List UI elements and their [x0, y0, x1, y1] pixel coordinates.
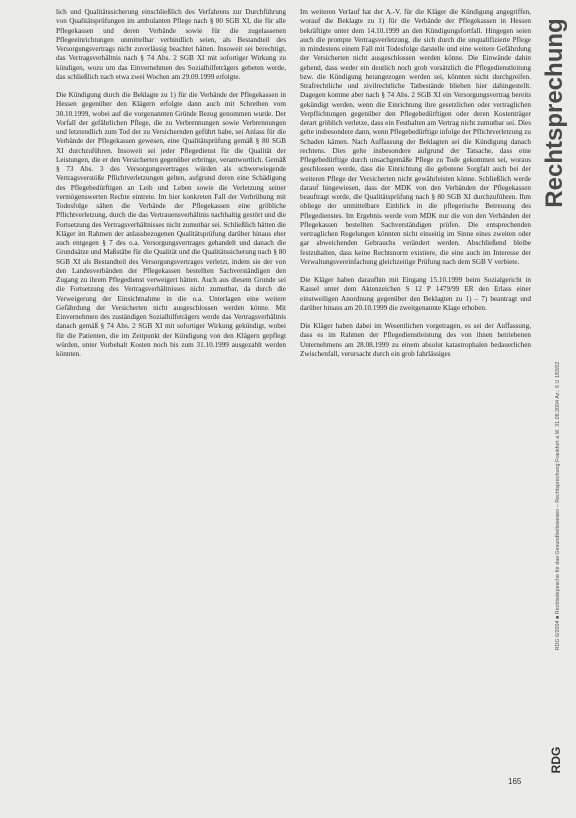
- page-number: 165: [508, 777, 522, 786]
- journal-strip-text: RDG 6/2004 ■ Rechtsdepesche für das Gesundheitswesen – Rechtsprechung Frankfurt a.M. 31.08.2004 Az.: 6 U 183/02: [555, 361, 561, 651]
- section-title: [538, 8, 572, 218]
- journal-margin-strip: [548, 226, 568, 786]
- journal-logo: [546, 740, 566, 780]
- paragraph: Die Kläger haben daraufhin mit Eingang 15.10.1999 beim Sozialgericht in Kassel unter dem Aktenzeichen S 12 P 1479/99 ER den Erlass einer einstweiligen Anordnung gegenüber den Beklagten zu 1) – 7) beantragt und darüber hinaus am 20.10.1999 die zweitgenannte Klage erhoben.: [300, 276, 531, 312]
- paragraph: lich und Qualitätssicherung einschließlich des Verfahrens zur Durchführung von Qualitätsprüfungen im ambulanten Pflege nach § 80 SGB XI, die für alle Pflegekassen und deren Verbände sowie für die zugelassenen Pflegeeinrichtungen unmittelbar verbindlich seien, als Bestandteil des Versorgungsvertrags nicht zuverlässig beachtet hätten. Insoweit sei berechtigt, das Vertragsverhältnis nach § 74 Abs. 2 SGB XI mit sofortiger Wirkung zu kündigen, wozu um das Einvernehmen des Sozialhilfeträgers gebeten werde, das schließlich nach etwa zwei Wochen am 29.09.1999 erfolgte.: [56, 8, 286, 81]
- paragraph: Im weiteren Verlauf hat der A.-V. für die Kläger die Kündigung angegriffen, worauf die Beklagte zu 1) für die Verbände der Pflegekassen in Hessen bekräftigte unter dem 14.10.1999 an den Kündigungsfortfall. Hingegen seien auch die prompte Vertragsverletzung, die sich durch die unqualifizierte Pflege in mindestens einem Fall mit Todesfolge darstelle und eine weitere Gefährdung der Versicherten nicht ausgeschlossen werden könne. Die Einwände dahin gehend, dass weder ein deutlich noch grob vorsätzlich die Pflegedienstleitung bzw. die Kündigung herangezogen werden sei, könnten nicht durchgreifen. Strafrechtliche und zivilrechtliche Tatbestände blieben hier dahingestellt. Dagegen komme aber nach § 74 Abs. 2 SGB XI ein Versorgungsvertrag bereits gekündigt werden, wenn die Einrichtung ihre gesetzlichen oder vertraglichen Verpflichtungen gegenüber den Pflegebedürftigen oder deren Kostenträger derart gröblich verletze, dass ein Festhalten am Vertrag nicht zumutbar sei. Dies gelte insbesondere dann, wenn Pflegebedürftige infolge der Pflichtverletzung zu Schaden kämen. Nach Auffassung der Beklagten sei die Kündigung danach rechtens. Dies gelte insbesondere aufgrund der Tatsache, dass eine Pflegebedürftige durch unsachgemäße Pflege zu Tode gekommen sei, woraus geschlossen werde, dass die Einrichtung die gebotene Sorgfalt auch bei der weiteren Pflege der Versicherten nicht gewährleisten könne. Schließlich werde darauf hingewiesen, dass der MDK von den Verbänden der Pflegekassen beauftragt werde, die Qualitätsprüfung nach § 80 SGB XI durchzuführen. Ihm obliege der unmittelbare Einblick in die pflegerische Betreuung des Pflegedienstes. Im Ergebnis werde vom MDK nur die von den Verbänden der Pflegekassen bestellten Sachverständigen prüfen. Die entsprechenden vertraglichen Regelungen könnten nicht einseitig im Sinne eines zweiten oder gar abweichenden Gebrauchs verändert werden. Abschließend bleibe festzuhalten, dass keine Rechtsnorm existiere, die eine auch im Interesse der Verwaltungsvereinfachung gleichzeitige Prüfung nach dem SGB V verbiete.: [300, 8, 531, 266]
- left-text-column: [56, 8, 286, 368]
- journal-logo-text: RDG: [549, 746, 563, 774]
- right-text-column: [300, 8, 531, 368]
- paragraph: Die Kündigung durch die Beklagte zu 1) für die Verbände der Pflegekassen in Hessen gegenüber den Klägern erfolgte dann auch mit Schreiben vom 30.10.1999, wobei auf die vorgenannten Gründe Bezug genommen wurde. Der Vorfall der gefährlichen Pflege, die zu Verbrennungen sowie Verbrennungen und letztendlich zum Tod der zu Versichernden geführt habe, sei Anlass für die Verbände der Pflegekassen gewesen, eine Qualitätsprüfung gemäß § 80 SGB XI durchzuführen. Insoweit sei jeder Pflegedienst für die Qualität der Leistungen, die er den Versicherten gegenüber erbringe, verantwortlich. Gemäß § 73 Abs. 3 des Versorgungsvertrages würden als schwerwiegende Vertragsverstöße Pflichtverletzungen gelten, aufgrund deren eine Schädigung des Pflegebedürftigen an Leib und Leben sowie die Verletzung seiner vermögenswerten Rechte eintrete. Im hier konkreten Fall der Verbrühung mit Todesfolge sähen die Verbände der Pflegekassen eine gröbliche Pflichtverletzung, durch die das Vertrauensverhältnis nachhaltig gestört und die Fortsetzung des Vertragsverhältnisses nicht zumutbar sei. Schließlich hätten die Kläger im Rahmen der anlassbezogenen Qualitätsprüfung darüber hinaus eher auch entgegen § 7 des o.a. Versorgungsvertrages gehandelt und danach die Grundsätze und Maßstäbe für die Qualität und die Qualitätssicherung nach § 80 SGB XI als Bestandteil des Versorgungsvertrages verletzt, indem sie der von den Landesverbänden der Pflegekassen bestellten Sachverständigen den Zugang zu ihrem Pflegedienst verweigert hätten. Auch aus diesem Grunde sei die Fortsetzung des Vertragsverhältnisses nicht zumutbar, da durch die Verweigerung der Einsichtnahme in die o.a. Unterlagen eine weitere Gefährdung der Versicherten nicht ausgeschlossen werden könne. Mit Einvernehmen des zuständigen Sozialhilfeträgers werde das Vertragsverhältnis danach gemäß § 74 Abs. 2 SGB XI mit sofortiger Wirkung gekündigt, wobei für die Patienten, die im Zeitpunkt der Kündigung von den Klägern gepflegt würden, unter Vorbehalt Kosten noch bis zum 31.10.1999 ausgezahlt werden könnten.: [56, 91, 286, 358]
- paragraph: Die Kläger haben dabei im Wesentlichen vorgetragen, es sei der Auffassung, dass es im Rahmen der Pflegedienstleistung des von ihnen betriebenen Unternehmens am 28.08.1999 zu einem absolut katastrophalen bedauerlichen Zwischenfall, verursacht durch ein grob fahrlässiges: [300, 322, 531, 358]
- section-title-text: Rechtsprechung: [541, 18, 568, 208]
